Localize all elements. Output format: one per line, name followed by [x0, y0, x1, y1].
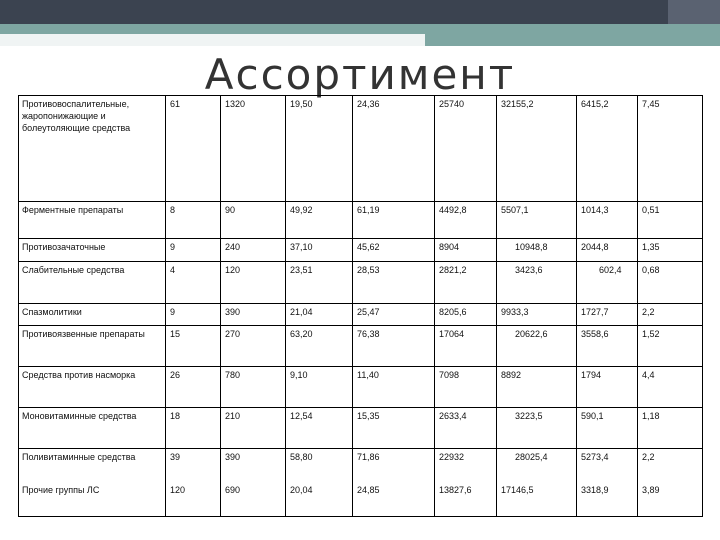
value-text: 3,89: [642, 485, 660, 495]
value-cell: 5507,1: [497, 202, 577, 239]
group-name-cell: Ферментные препараты: [19, 202, 166, 239]
value-cell: 4,4: [638, 367, 703, 408]
value-cell: 2633,4: [435, 408, 497, 449]
value-cell: 4: [166, 262, 221, 304]
value-cell: 1,52: [638, 326, 703, 367]
value-cell: 45,62: [353, 239, 435, 262]
value-cell: [353, 449, 435, 517]
teal-decor-band: [0, 24, 720, 34]
value-cell: 8904: [435, 239, 497, 262]
value-cell: 25740: [435, 96, 497, 202]
table-row: [19, 304, 703, 326]
value-cell: 3223,5: [497, 408, 577, 449]
value-cell: 1320: [221, 96, 286, 202]
value-cell: 6415,2: [577, 96, 638, 202]
table-row: [19, 96, 703, 202]
group-name-cell: Спазмолитики: [19, 304, 166, 326]
group-name-cell: Средства против насморка: [19, 367, 166, 408]
value-text: 13827,6: [439, 485, 472, 495]
value-cell: 1727,7: [577, 304, 638, 326]
value-cell: 9: [166, 239, 221, 262]
value-text: 690: [225, 485, 241, 495]
value-text: 120: [170, 485, 186, 495]
value-text: 3318,9: [581, 485, 609, 495]
value-cell: 12,54: [286, 408, 353, 449]
value-cell: 61: [166, 96, 221, 202]
table-row: [19, 202, 703, 239]
value-cell: 11,40: [353, 367, 435, 408]
value-cell: 20622,6: [497, 326, 577, 367]
value-cell: 63,20: [286, 326, 353, 367]
value-cell: [638, 449, 703, 517]
value-cell: 25,47: [353, 304, 435, 326]
group-name-cell: Моновитаминные средства: [19, 408, 166, 449]
value-cell: 590,1: [577, 408, 638, 449]
group-name-cell: Противовоспалительные, жаропонижающие и болеутоляющие средства: [19, 96, 166, 202]
value-text: 2,2: [642, 452, 655, 462]
value-cell: 210: [221, 408, 286, 449]
value-text: 5273,4: [581, 452, 609, 462]
table-row: [19, 367, 703, 408]
table-row: [19, 408, 703, 449]
value-cell: 240: [221, 239, 286, 262]
value-cell: 3558,6: [577, 326, 638, 367]
value-text: 390: [225, 452, 241, 462]
value-cell: 15: [166, 326, 221, 367]
value-text: 24,85: [357, 485, 380, 495]
value-cell: 23,51: [286, 262, 353, 304]
value-cell: 7098: [435, 367, 497, 408]
value-cell: 61,19: [353, 202, 435, 239]
value-cell: 1014,3: [577, 202, 638, 239]
value-cell: 4492,8: [435, 202, 497, 239]
value-cell: 8: [166, 202, 221, 239]
value-cell: 7,45: [638, 96, 703, 202]
value-cell: 8205,6: [435, 304, 497, 326]
value-cell: 76,38: [353, 326, 435, 367]
page-title: Ассортимент: [204, 50, 516, 99]
value-cell: 15,35: [353, 408, 435, 449]
value-cell: 8892: [497, 367, 577, 408]
value-cell: 17064: [435, 326, 497, 367]
top-decor-accent: [668, 0, 720, 24]
value-text: 22932: [439, 452, 465, 462]
value-cell: 120: [221, 262, 286, 304]
table-row: [19, 449, 703, 517]
value-cell: 2821,2: [435, 262, 497, 304]
table-row: [19, 326, 703, 367]
value-cell: 2,2: [638, 304, 703, 326]
value-cell: 602,4: [577, 262, 638, 304]
top-decor-bar: [0, 0, 720, 24]
group-name-cell: [19, 449, 166, 517]
value-text: 71,86: [357, 452, 380, 462]
table-row: [19, 262, 703, 304]
value-cell: [286, 449, 353, 517]
value-cell: 26: [166, 367, 221, 408]
group-name-cell: Слабительные средства: [19, 262, 166, 304]
value-cell: [497, 449, 577, 517]
value-cell: 1794: [577, 367, 638, 408]
value-cell: 28,53: [353, 262, 435, 304]
value-cell: 3423,6: [497, 262, 577, 304]
value-cell: [435, 449, 497, 517]
value-text: 17146,5: [501, 485, 534, 495]
value-cell: [577, 449, 638, 517]
value-cell: 49,92: [286, 202, 353, 239]
assortment-table: [18, 95, 703, 517]
value-cell: 18: [166, 408, 221, 449]
value-cell: [166, 449, 221, 517]
value-text: 28025,4: [515, 452, 548, 462]
pale-decor-band: [0, 34, 425, 46]
value-cell: 0,68: [638, 262, 703, 304]
value-cell: 2044,8: [577, 239, 638, 262]
assortment-table-wrap: [18, 95, 702, 517]
group-name-cell: Противозачаточные: [19, 239, 166, 262]
value-cell: 32155,2: [497, 96, 577, 202]
group-name-text: Прочие группы ЛС: [22, 485, 100, 495]
value-cell: 9,10: [286, 367, 353, 408]
value-cell: 1,18: [638, 408, 703, 449]
value-cell: 21,04: [286, 304, 353, 326]
value-cell: 390: [221, 304, 286, 326]
value-text: 58,80: [290, 452, 313, 462]
table-row: [19, 239, 703, 262]
value-cell: 270: [221, 326, 286, 367]
value-cell: [221, 449, 286, 517]
value-text: 20,04: [290, 485, 313, 495]
value-cell: 90: [221, 202, 286, 239]
group-name-text: Поливитаминные средства: [22, 452, 136, 462]
group-name-cell: Противоязвенные препараты: [19, 326, 166, 367]
value-text: 39: [170, 452, 181, 462]
value-cell: 1,35: [638, 239, 703, 262]
value-cell: 37,10: [286, 239, 353, 262]
value-cell: 780: [221, 367, 286, 408]
teal-decor-dash: [425, 34, 720, 46]
value-cell: 9933,3: [497, 304, 577, 326]
value-cell: 19,50: [286, 96, 353, 202]
value-cell: 10948,8: [497, 239, 577, 262]
value-cell: 9: [166, 304, 221, 326]
value-cell: 24,36: [353, 96, 435, 202]
value-cell: 0,51: [638, 202, 703, 239]
